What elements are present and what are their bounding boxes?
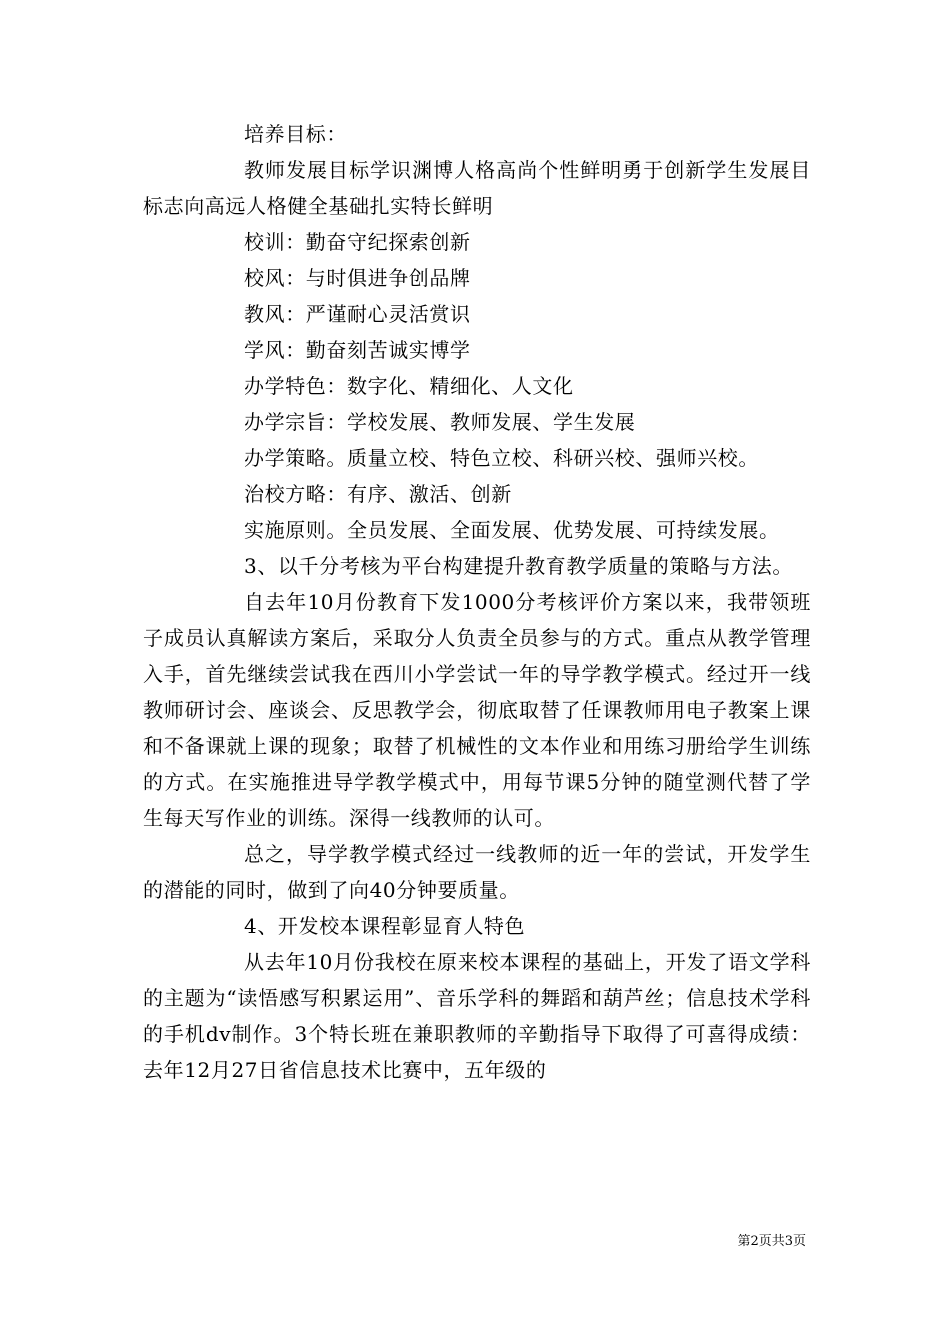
paragraph-study-style: 学风：勤奋刻苦诚实博学	[244, 338, 471, 362]
paragraph-school-strategy: 办学策略。质量立校、特色立校、科研兴校、强师兴校。	[244, 446, 759, 470]
paragraph-development-goals: 教师发展目标学识渊博人格高尚个性鲜明勇于创新学生发展目标志向高远人格健全基础扎实特长鲜明	[143, 158, 811, 218]
section-heading-3: 3、以千分考核为平台构建提升教育教学质量的策略与方法。	[244, 554, 793, 578]
paragraph-school-features: 办学特色：数字化、精细化、人文化	[244, 374, 574, 398]
paragraph-implementation-principles: 实施原则。全员发展、全面发展、优势发展、可持续发展。	[244, 518, 780, 542]
paragraph-assessment-details: 自去年10月份教育下发1000分考核评价方案以来，我带领班子成员认真解读方案后，采取分人负责全员参与的方式。重点从教学管理入手，首先继续尝试我在西川小学尝试一年的导学教学模式。经过开一线教师研讨会、座谈会、反思教学会，彻底取替了任课教师用电子教案上课和不备课就上课的现象；取替了机械性的文本作业和用练习册给学生训练的方式。在实施推进导学教学模式中，用每节课5分钟的随堂测代替了学生每天写作业的训练。深得一线教师的认可。	[143, 590, 811, 830]
section-heading-4: 4、开发校本课程彰显育人特色	[244, 914, 526, 938]
paragraph-school-spirit: 校风：与时俱进争创品牌	[244, 266, 471, 290]
paragraph-governance-strategy: 治校方略：有序、激活、创新	[244, 482, 512, 506]
paragraph-school-motto: 校训：勤奋守纪探索创新	[244, 230, 471, 254]
paragraph-summary: 总之，导学教学模式经过一线教师的近一年的尝试，开发学生的潜能的同时，做到了向40分钟要质量。	[143, 842, 811, 902]
document-body	[143, 116, 811, 1088]
paragraph-school-curriculum: 从去年10月份我校在原来校本课程的基础上，开发了语文学科的主题为“读悟感写积累运用”、音乐学科的舞蹈和葫芦丝；信息技术学科的手机dv制作。3个特长班在兼职教师的辛勤指导下取得了可喜得成绩：去年12月27日省信息技术比赛中，五年级的	[143, 950, 811, 1082]
page-number-footer: 第2页共3页	[737, 1234, 806, 1249]
paragraph-training-goals-heading: 培养目标：	[244, 122, 347, 146]
paragraph-school-purpose: 办学宗旨：学校发展、教师发展、学生发展	[244, 410, 636, 434]
paragraph-teaching-style: 教风：严谨耐心灵活赏识	[244, 302, 471, 326]
